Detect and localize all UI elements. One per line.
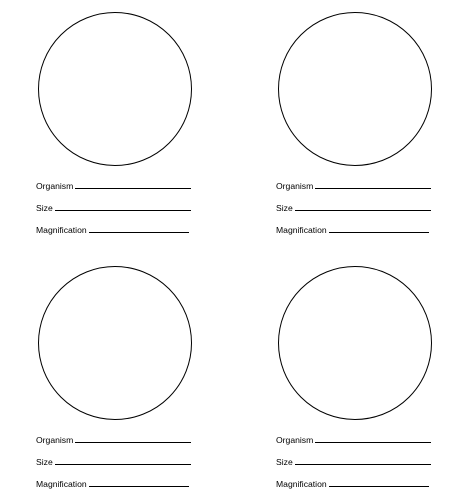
magnification-blank[interactable]: [89, 478, 189, 487]
field-of-view-circle: [38, 266, 192, 420]
organism-blank[interactable]: [315, 180, 431, 189]
magnification-label: Magnification: [36, 479, 87, 489]
magnification-label: Magnification: [276, 225, 327, 235]
field-of-view-circle: [278, 12, 432, 166]
organism-label: Organism: [276, 181, 314, 191]
magnification-line: [36, 224, 189, 236]
organism-label: Organism: [36, 435, 74, 445]
size-label: Size: [36, 457, 53, 467]
magnification-blank[interactable]: [89, 224, 189, 233]
organism-line: [276, 434, 431, 446]
microscope-view-2: [276, 2, 474, 242]
field-of-view-circle: [278, 266, 432, 420]
magnification-label: Magnification: [36, 225, 87, 235]
size-blank[interactable]: [55, 202, 191, 211]
size-blank[interactable]: [55, 456, 191, 465]
microscope-view-4: [276, 256, 474, 496]
organism-blank[interactable]: [315, 434, 431, 443]
microscope-view-1: [36, 2, 256, 242]
organism-line: [276, 180, 431, 192]
size-label: Size: [36, 203, 53, 213]
magnification-line: [276, 224, 429, 236]
size-blank[interactable]: [295, 456, 431, 465]
size-line: [276, 202, 431, 214]
organism-blank[interactable]: [75, 180, 191, 189]
magnification-blank[interactable]: [329, 478, 429, 487]
size-label: Size: [276, 203, 293, 213]
size-line: [276, 456, 431, 468]
organism-label: Organism: [276, 435, 314, 445]
organism-blank[interactable]: [75, 434, 191, 443]
size-blank[interactable]: [295, 202, 431, 211]
field-of-view-circle: [38, 12, 192, 166]
size-label: Size: [276, 457, 293, 467]
magnification-blank[interactable]: [329, 224, 429, 233]
organism-line: [36, 434, 191, 446]
magnification-line: [36, 478, 189, 490]
organism-label: Organism: [36, 181, 74, 191]
organism-line: [36, 180, 191, 192]
magnification-label: Magnification: [276, 479, 327, 489]
magnification-line: [276, 478, 429, 490]
microscope-view-3: [36, 256, 256, 496]
size-line: [36, 202, 191, 214]
size-line: [36, 456, 191, 468]
